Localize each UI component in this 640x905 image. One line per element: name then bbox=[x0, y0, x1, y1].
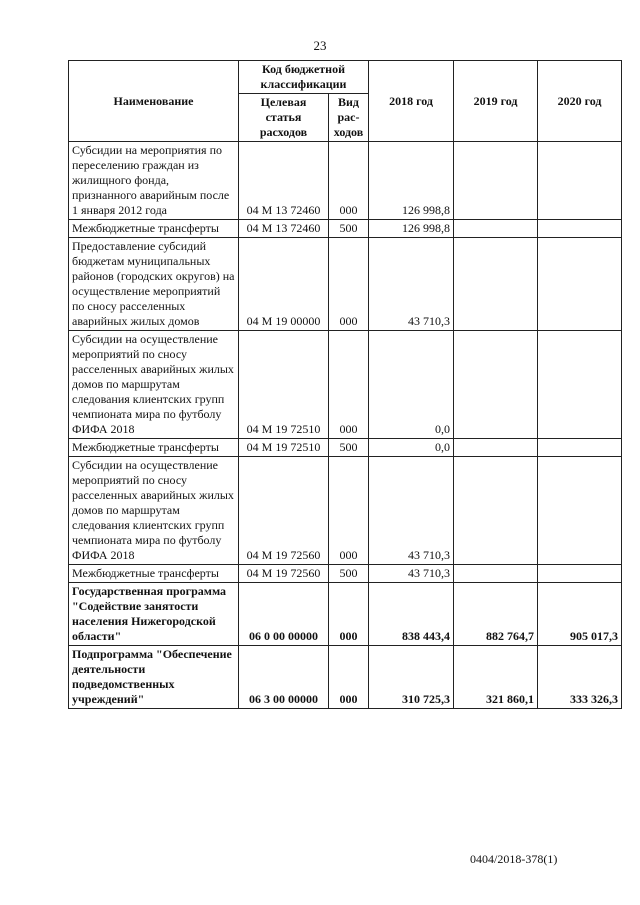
row-target-article-cell: 04 М 13 72460 bbox=[239, 142, 329, 220]
table-row bbox=[69, 439, 622, 457]
row-expense-kind-cell: 000 bbox=[329, 646, 369, 709]
row-expense-kind-cell: 000 bbox=[329, 142, 369, 220]
row-expense-kind-cell: 000 bbox=[329, 457, 369, 565]
header-code-group: Код бюджетной классификации bbox=[239, 61, 369, 94]
row-2020-value-cell bbox=[538, 457, 622, 565]
row-name-cell: Межбюджетные трансферты bbox=[69, 565, 239, 583]
row-2019-value-cell bbox=[454, 439, 538, 457]
row-expense-kind-cell: 500 bbox=[329, 439, 369, 457]
table-header bbox=[69, 61, 622, 142]
header-year-2018: 2018 год bbox=[369, 61, 454, 142]
row-2018-value-cell: 310 725,3 bbox=[369, 646, 454, 709]
header-expense-kind: Вид рас-ходов bbox=[329, 94, 369, 142]
row-target-article-cell: 04 М 19 72510 bbox=[239, 439, 329, 457]
row-2020-value-cell bbox=[538, 331, 622, 439]
table-row bbox=[69, 646, 622, 709]
row-2018-value-cell: 838 443,4 bbox=[369, 583, 454, 646]
row-2020-value-cell bbox=[538, 565, 622, 583]
row-name-cell: Межбюджетные трансферты bbox=[69, 220, 239, 238]
row-2018-value-cell: 126 998,8 bbox=[369, 142, 454, 220]
row-2018-value-cell: 43 710,3 bbox=[369, 457, 454, 565]
row-target-article-cell: 04 М 19 72560 bbox=[239, 565, 329, 583]
row-expense-kind-cell: 500 bbox=[329, 220, 369, 238]
header-year-2019: 2019 год bbox=[454, 61, 538, 142]
row-2019-value-cell: 321 860,1 bbox=[454, 646, 538, 709]
table-body bbox=[69, 142, 622, 709]
row-expense-kind-cell: 000 bbox=[329, 331, 369, 439]
row-name-cell: Субсидии на мероприятия по переселению граждан из жилищного фонда, признанного аварийным после 1 января 2012 года bbox=[69, 142, 239, 220]
table-row bbox=[69, 457, 622, 565]
row-expense-kind-cell: 500 bbox=[329, 565, 369, 583]
table-row bbox=[69, 220, 622, 238]
row-2018-value-cell: 43 710,3 bbox=[369, 565, 454, 583]
row-name-cell: Субсидии на осуществление мероприятий по сносу расселенных аварийных жилых домов по маршрутам следования клиентских групп чемпионата мира по футболу ФИФА 2018 bbox=[69, 457, 239, 565]
row-2018-value-cell: 126 998,8 bbox=[369, 220, 454, 238]
row-2019-value-cell bbox=[454, 142, 538, 220]
row-target-article-cell: 06 3 00 00000 bbox=[239, 646, 329, 709]
table-row bbox=[69, 565, 622, 583]
row-expense-kind-cell: 000 bbox=[329, 238, 369, 331]
row-name-cell: Субсидии на осуществление мероприятий по сносу расселенных аварийных жилых домов по маршрутам следования клиентских групп чемпионата мира по футболу ФИФА 2018 bbox=[69, 331, 239, 439]
row-name-cell: Предоставление субсидий бюджетам муниципальных районов (городских округов) на осуществление мероприятий по сносу расселенных аварийных жилых домов bbox=[69, 238, 239, 331]
row-2020-value-cell: 905 017,3 bbox=[538, 583, 622, 646]
row-name-cell: Межбюджетные трансферты bbox=[69, 439, 239, 457]
row-2020-value-cell bbox=[538, 439, 622, 457]
row-expense-kind-cell: 000 bbox=[329, 583, 369, 646]
budget-table bbox=[68, 60, 622, 709]
row-target-article-cell: 04 М 19 72510 bbox=[239, 331, 329, 439]
row-2018-value-cell: 0,0 bbox=[369, 331, 454, 439]
row-target-article-cell: 04 М 19 00000 bbox=[239, 238, 329, 331]
header-year-2020: 2020 год bbox=[538, 61, 622, 142]
table-row bbox=[69, 142, 622, 220]
row-target-article-cell: 04 М 19 72560 bbox=[239, 457, 329, 565]
row-target-article-cell: 04 М 13 72460 bbox=[239, 220, 329, 238]
row-2018-value-cell: 0,0 bbox=[369, 439, 454, 457]
row-2018-value-cell: 43 710,3 bbox=[369, 238, 454, 331]
header-target-article: Целевая статья расходов bbox=[239, 94, 329, 142]
row-2019-value-cell bbox=[454, 565, 538, 583]
row-2019-value-cell bbox=[454, 331, 538, 439]
row-2019-value-cell: 882 764,7 bbox=[454, 583, 538, 646]
row-2020-value-cell bbox=[538, 142, 622, 220]
row-2020-value-cell bbox=[538, 238, 622, 331]
row-2019-value-cell bbox=[454, 457, 538, 565]
row-2019-value-cell bbox=[454, 238, 538, 331]
row-name-cell: Государственная программа "Содействие занятости населения Нижегородской области" bbox=[69, 583, 239, 646]
document-code: 0404/2018-378(1) bbox=[470, 852, 558, 866]
table-row bbox=[69, 238, 622, 331]
row-target-article-cell: 06 0 00 00000 bbox=[239, 583, 329, 646]
page-number: 23 bbox=[313, 38, 327, 53]
row-2020-value-cell: 333 326,3 bbox=[538, 646, 622, 709]
header-name: Наименование bbox=[69, 61, 239, 142]
table-row bbox=[69, 583, 622, 646]
row-name-cell: Подпрограмма "Обеспечение деятельности подведомственных учреждений" bbox=[69, 646, 239, 709]
table-row bbox=[69, 331, 622, 439]
row-2019-value-cell bbox=[454, 220, 538, 238]
row-2020-value-cell bbox=[538, 220, 622, 238]
